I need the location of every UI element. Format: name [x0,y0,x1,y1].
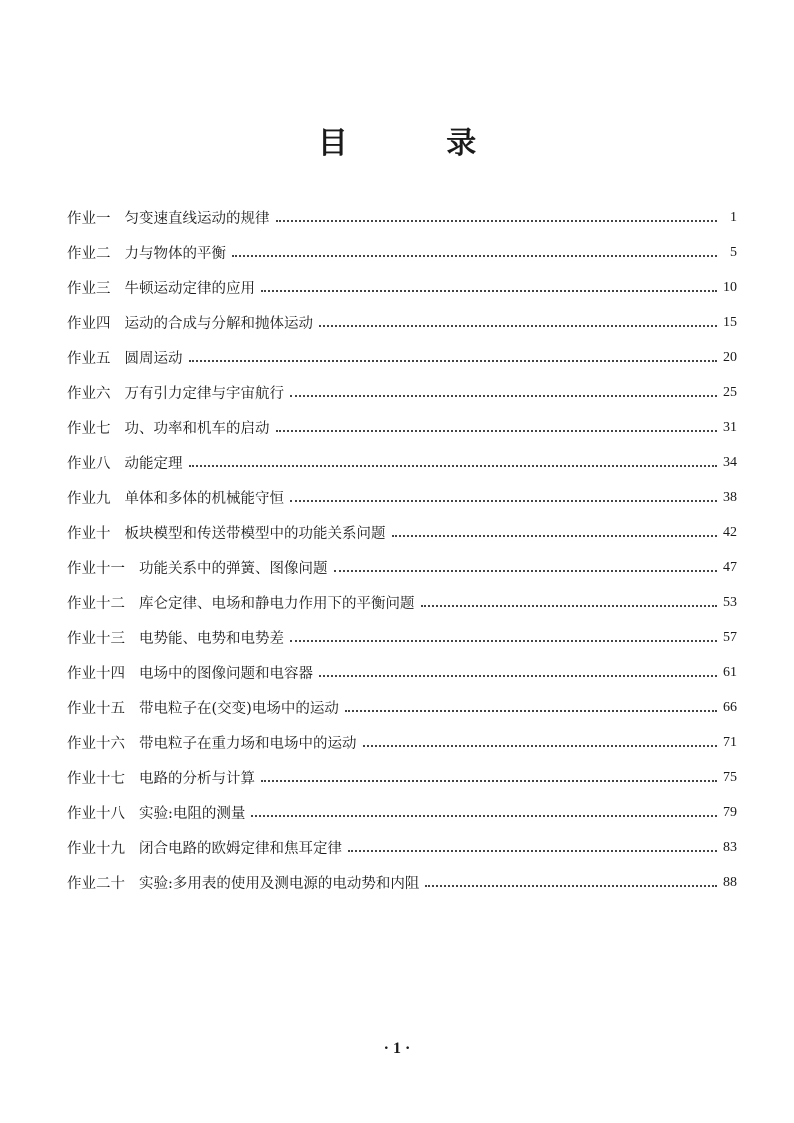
dot-leader [319,325,717,327]
dot-leader [276,430,718,432]
dot-leader [189,360,718,362]
toc-item-19[interactable] [67,830,737,865]
toc-page-number: 75 [723,769,737,785]
toc-number: 作业六 [67,386,111,402]
toc-title: 力与物体的平衡 [124,246,226,262]
dot-leader [334,570,718,572]
toc-page-number: 5 [730,244,737,260]
toc-page-number: 34 [723,454,737,470]
toc-item-14[interactable] [67,655,737,690]
toc-number: 作业二十 [67,876,125,892]
dot-leader [392,535,718,537]
dot-leader [276,220,718,222]
toc-title: 匀变速直线运动的规律 [124,211,270,227]
toc-item-15[interactable] [67,690,737,725]
page-title: 目 录 [317,126,521,162]
toc-page-number: 47 [723,559,737,575]
toc-number: 作业九 [67,491,111,507]
toc-item-1[interactable] [67,200,737,235]
toc-page-number: 71 [723,734,737,750]
dot-leader [363,745,718,747]
toc-item-4[interactable] [67,305,737,340]
toc-page-number: 88 [723,874,737,890]
toc-item-10[interactable] [67,515,737,550]
toc-title: 带电粒子在重力场和电场中的运动 [139,736,357,752]
toc-title: 动能定理 [124,456,183,472]
dot-leader [261,290,717,292]
toc-item-5[interactable] [67,340,737,375]
toc-number: 作业五 [67,351,111,367]
dot-leader [290,640,717,642]
toc-number: 作业十五 [67,701,125,717]
toc-number: 作业二 [67,246,111,262]
toc-title: 功能关系中的弹簧、图像问题 [139,561,328,577]
toc-title: 闭合电路的欧姆定律和焦耳定律 [139,841,342,857]
toc-item-8[interactable] [67,445,737,480]
toc-title: 电路的分析与计算 [139,771,255,787]
toc-title: 板块模型和传送带模型中的功能关系问题 [124,526,386,542]
dot-leader [421,605,718,607]
dot-leader [232,255,717,257]
toc-title: 库仑定律、电场和静电力作用下的平衡问题 [139,596,415,612]
toc-number: 作业十三 [67,631,125,647]
toc-number: 作业十二 [67,596,125,612]
toc-page-number: 83 [723,839,737,855]
page-number: · 1 · [383,1040,411,1057]
toc-item-12[interactable] [67,585,737,620]
toc-number: 作业一 [67,211,111,227]
toc-page-number: 53 [723,594,737,610]
toc-number: 作业十一 [67,561,125,577]
toc-page-number: 31 [723,419,737,435]
dot-leader [290,500,717,502]
toc-title: 实验:多用表的使用及测电源的电动势和内阻 [139,876,420,892]
toc-title: 功、功率和机车的启动 [124,421,270,437]
toc-number: 作业十四 [67,666,125,682]
toc-title: 电场中的图像问题和电容器 [139,666,313,682]
toc-title: 电势能、电势和电势差 [139,631,284,647]
dot-leader [251,815,717,817]
toc-page-number: 10 [723,279,737,295]
toc-title: 运动的合成与分解和抛体运动 [124,316,313,332]
toc-page-number: 42 [723,524,737,540]
toc-number: 作业八 [67,456,111,472]
dot-leader [345,710,717,712]
dot-leader [290,395,717,397]
toc-title: 带电粒子在(交变)电场中的运动 [139,701,339,717]
toc-title: 实验:电阻的测量 [139,806,246,822]
toc-title: 万有引力定律与宇宙航行 [124,386,284,402]
dot-leader [261,780,717,782]
dot-leader [319,675,717,677]
toc-page-number: 61 [723,664,737,680]
dot-leader [425,885,717,887]
toc-item-9[interactable] [67,480,737,515]
toc-title: 单体和多体的机械能守恒 [124,491,284,507]
toc-number: 作业四 [67,316,111,332]
toc-page-number: 66 [723,699,737,715]
toc-item-18[interactable] [67,795,737,830]
toc-page-number: 1 [730,209,737,225]
toc-item-16[interactable] [67,725,737,760]
toc-page-number: 15 [723,314,737,330]
toc-number: 作业七 [67,421,111,437]
toc-number: 作业十九 [67,841,125,857]
toc-item-6[interactable] [67,375,737,410]
toc-number: 作业十 [67,526,111,542]
toc-item-2[interactable] [67,235,737,270]
toc-item-13[interactable] [67,620,737,655]
toc-page-number: 79 [723,804,737,820]
dot-leader [348,850,717,852]
toc-number: 作业十六 [67,736,125,752]
toc-page-number: 38 [723,489,737,505]
toc-title: 牛顿运动定律的应用 [124,281,255,297]
toc-number: 作业十八 [67,806,125,822]
table-of-contents [67,200,737,900]
toc-page-number: 57 [723,629,737,645]
toc-page-number: 20 [723,349,737,365]
toc-item-7[interactable] [67,410,737,445]
toc-title: 圆周运动 [124,351,183,367]
toc-number: 作业十七 [67,771,125,787]
toc-item-11[interactable] [67,550,737,585]
toc-item-20[interactable] [67,865,737,900]
toc-item-17[interactable] [67,760,737,795]
toc-number: 作业三 [67,281,111,297]
toc-item-3[interactable] [67,270,737,305]
dot-leader [189,465,718,467]
toc-page-number: 25 [723,384,737,400]
